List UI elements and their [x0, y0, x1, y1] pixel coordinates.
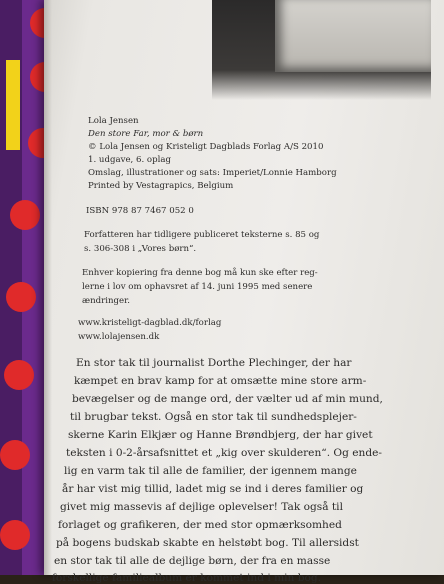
- copy-notice-line: Enhver kopiering fra denne bog må kun ske efter reg-: [82, 268, 318, 278]
- colophon-edition: 1. udgave, 6. oplag: [88, 155, 171, 165]
- link-forlag: www.kristeligt-dagblad.dk/forlag: [78, 318, 222, 328]
- ack-line: teksten i 0-2-årsafsnittet et „kig over skulderen“. Og ende-: [66, 447, 382, 459]
- ack-line: lig en varm tak til alle de familier, der igennem mange: [64, 465, 357, 477]
- ack-line: en stor tak til alle de dejlige børn, der fra en masse: [54, 555, 331, 567]
- ack-line: på bogens budskab skabte en helstøbt bog. Til allersidst: [56, 537, 359, 549]
- ack-line: bevægelser og de mange ord, der vælter ud af min mund,: [72, 393, 383, 405]
- copy-notice-line: lerne i lov om ophavsret af 14. juni 1995 med senere: [82, 282, 313, 292]
- ack-line: skerne Karin Elkjær og Hanne Brøndbjerg, der har givet: [68, 429, 373, 441]
- colophon-design: Omslag, illustrationer og sats: Imperiet/Lonnie Hamborg: [88, 168, 337, 178]
- colophon-title: Den store Far, mor & børn: [88, 129, 204, 139]
- ack-line: givet mig massevis af dejlige oplevelser! Tak også til: [60, 501, 343, 513]
- ack-line: kæmpet en brav kamp for at omsætte mine store arm-: [74, 375, 367, 387]
- colophon-isbn: ISBN 978 87 7467 052 0: [86, 206, 194, 216]
- copy-notice-line: ændringer.: [82, 296, 130, 306]
- ack-line: En stor tak til journalist Dorthe Plechinger, der har: [76, 357, 352, 369]
- ack-line: til brugbar tekst. Også en stor tak til sundhedsplejer-: [70, 411, 357, 423]
- ack-line: år har vist mig tillid, ladet mig se ind i deres familier og: [62, 483, 364, 495]
- notice-line: s. 306-308 i „Vores børn“.: [84, 244, 197, 254]
- colophon-author: Lola Jensen: [88, 116, 139, 126]
- link-author: www.lolajensen.dk: [78, 332, 160, 342]
- ack-line: forskellige familiealbum er kommet ind i min bog.: [52, 572, 322, 584]
- ack-line: forlaget og grafikeren, der med stor opmærksomhed: [58, 519, 342, 531]
- colophon-printer: Printed by Vestagrapics, Belgium: [88, 181, 234, 191]
- colophon-copyright: © Lola Jensen og Kristeligt Dagblads Forlag A/S 2010: [88, 142, 324, 152]
- notice-line: Forfatteren har tidligere publiceret teksterne s. 85 og: [84, 230, 320, 240]
